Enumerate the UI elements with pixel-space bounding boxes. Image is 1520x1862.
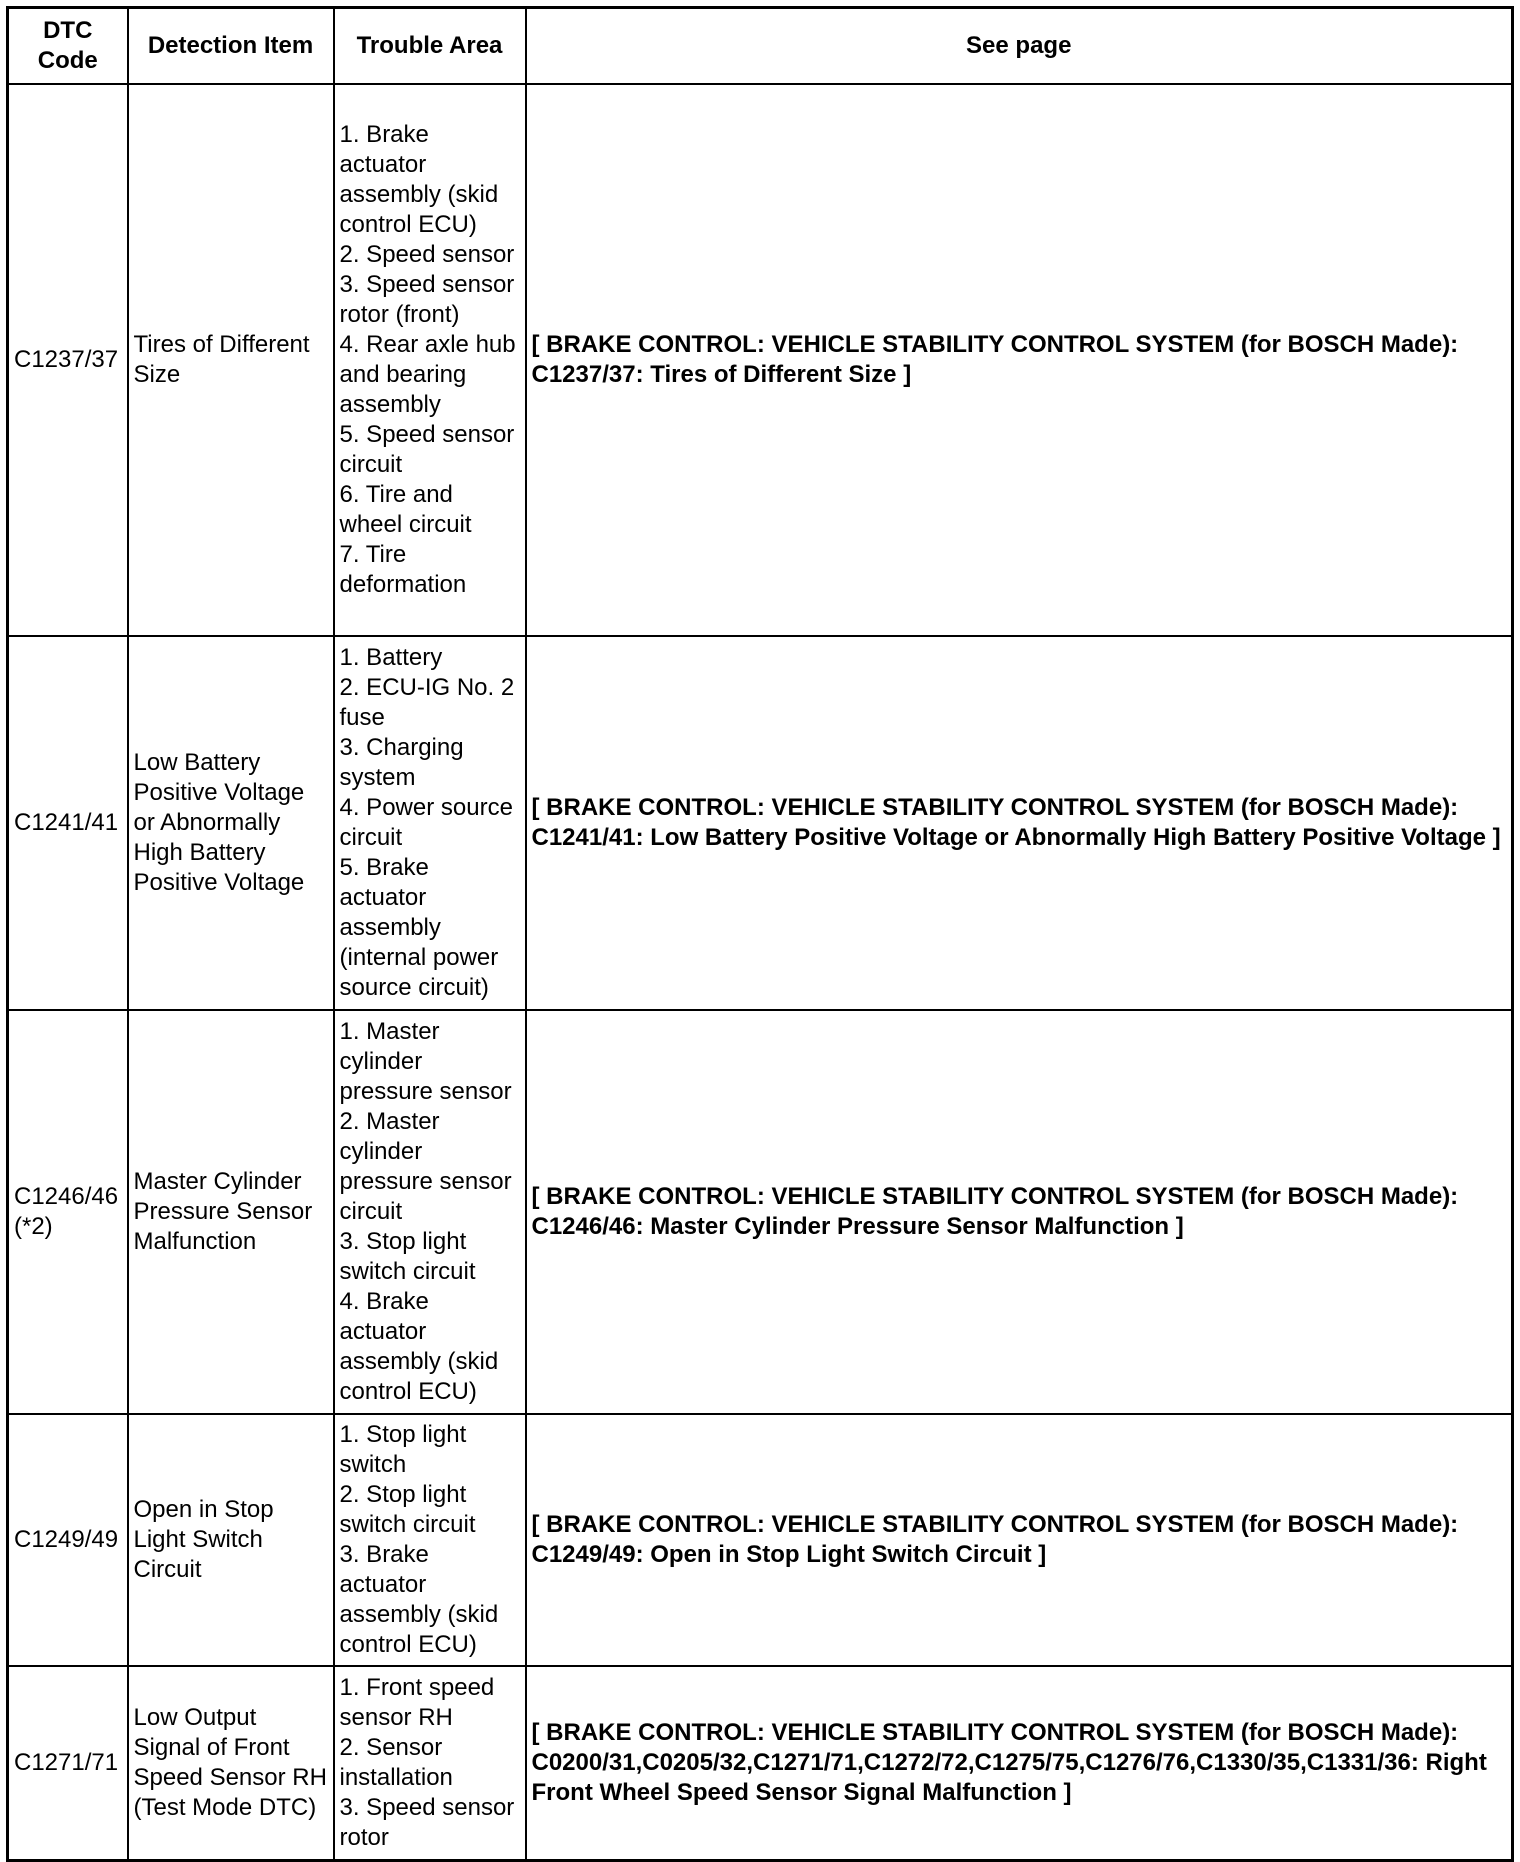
trouble-area-item: 1. Front speed sensor RH [339, 1673, 495, 1731]
header-trouble-area: Trouble Area [334, 8, 526, 85]
trouble-area-item: 5. Speed sensor circuit [339, 421, 515, 478]
dtc-code: C1246/46 [14, 1183, 119, 1210]
header-detection-item: Detection Item [128, 8, 334, 85]
trouble-area-item: 4. Power source circuit [339, 794, 513, 851]
dtc-code: C1237/37 [14, 346, 119, 373]
trouble-area-item: 2. Speed sensor [339, 241, 515, 268]
detection-item: Tires of Different Size [128, 84, 334, 636]
trouble-area-cell [334, 1414, 526, 1666]
trouble-area-item: 3. Stop light switch circuit [339, 1228, 476, 1285]
trouble-area-item: 4. Brake actuator assembly (skid control ECU) [339, 1288, 499, 1405]
trouble-area-item: 7. Tire deformation [339, 541, 467, 598]
trouble-area-cell [334, 84, 526, 636]
table-row [8, 1666, 1513, 1860]
dtc-code: C1249/49 [14, 1526, 119, 1553]
header-row [8, 8, 1513, 85]
table-row [8, 636, 1513, 1010]
table-row [8, 1414, 1513, 1666]
see-page-link[interactable]: [ BRAKE CONTROL: VEHICLE STABILITY CONTROL SYSTEM (for BOSCH Made): C0200/31,C0205/32,C1271/71,C1272/72,C1275/75,C1276/76,C1330/35,C1331/36: Right Front Wheel Speed Sensor Signal Malfunction ] [526, 1666, 1513, 1860]
trouble-area-item: 2. Stop light switch circuit [339, 1481, 476, 1538]
trouble-area-item: 3. Charging system [339, 734, 464, 791]
detection-item: Low Battery Positive Voltage or Abnormally High Battery Positive Voltage [128, 636, 334, 1010]
header-see-page: See page [526, 8, 1513, 85]
trouble-area-item: 1. Brake actuator assembly (skid control ECU) [339, 121, 499, 238]
detection-item: Master Cylinder Pressure Sensor Malfunction [128, 1010, 334, 1414]
trouble-area-item: 6. Tire and wheel circuit [339, 481, 472, 538]
dtc-code: C1271/71 [14, 1748, 119, 1776]
dtc-code-cell [8, 636, 128, 1010]
trouble-area-item: 5. Brake actuator assembly (internal power source circuit) [339, 854, 499, 1001]
trouble-area-item: 2. Sensor installation [339, 1733, 453, 1791]
dtc-code-note: (*2) [14, 1213, 53, 1240]
trouble-area-item: 3. Brake actuator assembly (skid control ECU) [339, 1541, 499, 1658]
trouble-area-cell [334, 1010, 526, 1414]
trouble-area-item: 4. Rear axle hub and bearing assembly [339, 331, 516, 418]
dtc-code: C1241/41 [14, 809, 119, 836]
trouble-area-item: 2. ECU-IG No. 2 fuse [339, 674, 515, 731]
trouble-area-item: 1. Master cylinder pressure sensor [339, 1018, 512, 1105]
detection-item: Open in Stop Light Switch Circuit [128, 1414, 334, 1666]
table-row [8, 1010, 1513, 1414]
trouble-area-cell [334, 1666, 526, 1860]
dtc-code-cell [8, 1010, 128, 1414]
see-page-link[interactable]: [ BRAKE CONTROL: VEHICLE STABILITY CONTROL SYSTEM (for BOSCH Made): C1246/46: Master Cylinder Pressure Sensor Malfunction ] [526, 1010, 1513, 1414]
dtc-code-cell [8, 84, 128, 636]
dtc-code-cell [8, 1414, 128, 1666]
dtc-table [6, 6, 1514, 1862]
trouble-area-item: 3. Speed sensor rotor [339, 1793, 515, 1851]
header-dtc-code: DTC Code [8, 8, 128, 85]
trouble-area-item: 2. Master cylinder pressure sensor circuit [339, 1108, 512, 1225]
table-row [8, 84, 1513, 636]
trouble-area-item: 1. Battery [339, 644, 443, 671]
see-page-link[interactable]: [ BRAKE CONTROL: VEHICLE STABILITY CONTROL SYSTEM (for BOSCH Made): C1249/49: Open in Stop Light Switch Circuit ] [526, 1414, 1513, 1666]
dtc-code-cell [8, 1666, 128, 1860]
detection-item: Low Output Signal of Front Speed Sensor RH (Test Mode DTC) [128, 1666, 334, 1860]
trouble-area-item: 3. Speed sensor rotor (front) [339, 271, 515, 328]
see-page-link[interactable]: [ BRAKE CONTROL: VEHICLE STABILITY CONTROL SYSTEM (for BOSCH Made): C1241/41: Low Battery Positive Voltage or Abnormally High Battery Positive Voltage ] [526, 636, 1513, 1010]
trouble-area-cell [334, 636, 526, 1010]
trouble-area-item: 1. Stop light switch [339, 1421, 467, 1478]
see-page-link[interactable]: [ BRAKE CONTROL: VEHICLE STABILITY CONTROL SYSTEM (for BOSCH Made): C1237/37: Tires of Different Size ] [526, 84, 1513, 636]
